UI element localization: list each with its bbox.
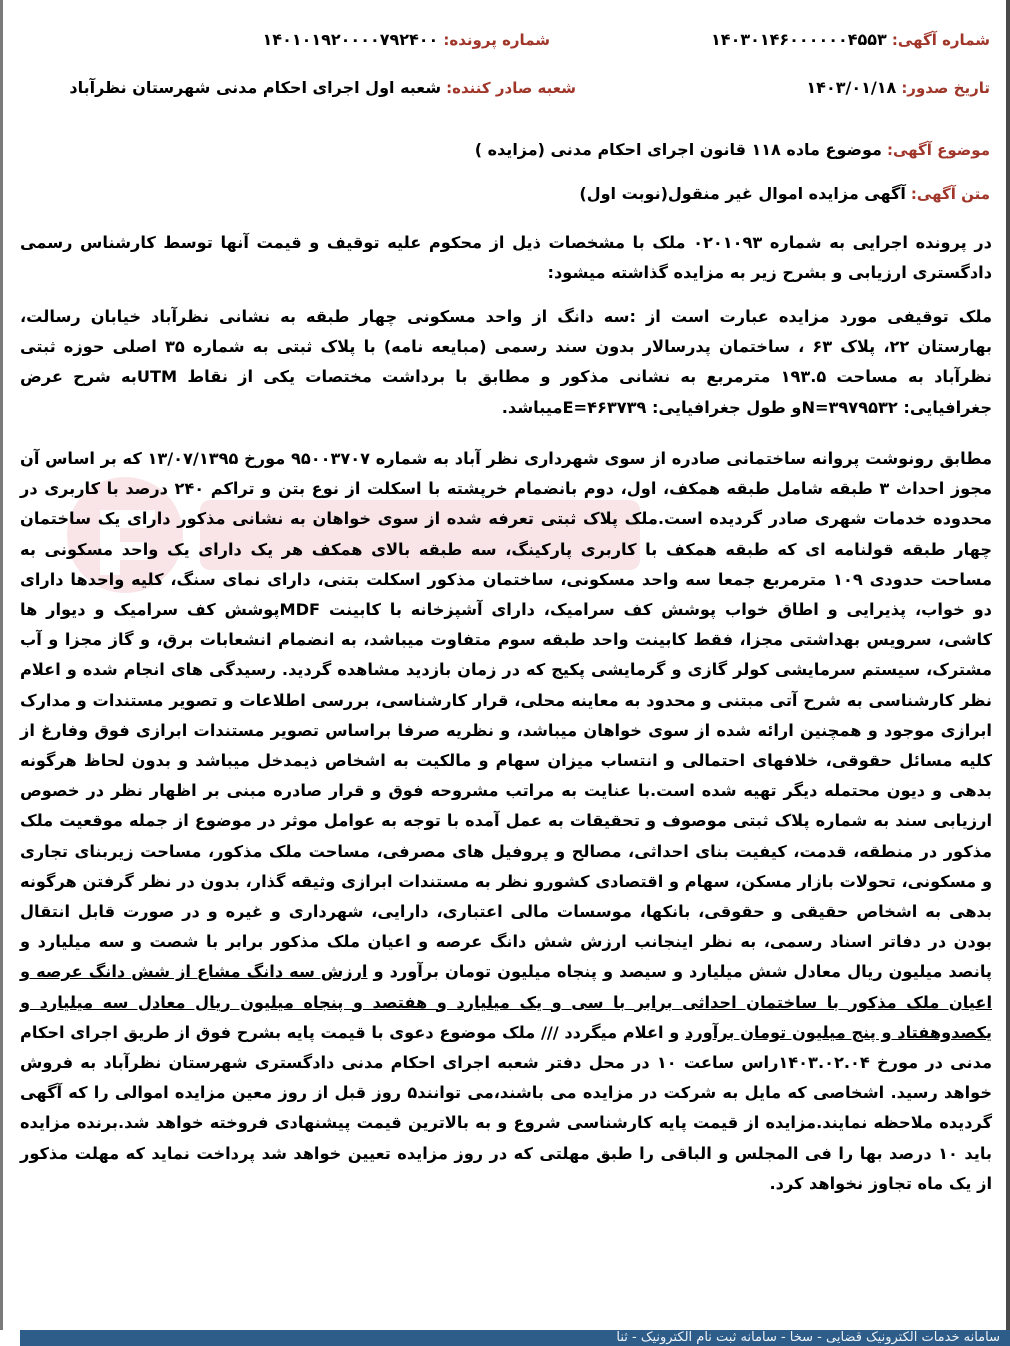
paragraph-property-description: ملک توقیفی مورد مزایده عبارت است از :سه دانگ از واحد مسکونی چهار طبقه به نشانی نظرآباد خیابان رسالت، بهارستان ۲۲، پلاک ۶۳ ، ساختمان پدرسالار بدون سند رسمی (مبایعه نامه) با پلاک ثبتی به شماره ۳۵ اصلی حوزه ثبتی نظرآباد به مساحت ۱۹۳.۵ مترمربع به نشانی مذکور و مطابق با برداشت مختصات یکی از نقاط UTMبه شرح عرض جغرافیایی: N=۳۹۷۹۵۳۲و طول جغرافیایی: E=۴۶۳۷۳۹میباشد. [20, 307, 993, 417]
appraisal-share-value: ارزش سه دانگ مشاع از شش دانگ عرصه و اعیان ملک مذکور با ساختمان احداثی برابر با سی و یک میلیارد و هفتصد و پنجاه میلیون ریال معادل سه میلیارد و یکصدوهفتاد و پنج میلیون تومان برآورد [20, 962, 992, 1042]
notice-text-title: آگهی مزایده اموال غیر منقول(نوبت اول) [579, 184, 906, 203]
footer-links-text[interactable]: سامانه خدمات الکترونیک قضایی - سخا - سامانه ثبت نام الکترونیک - ثنا [616, 1330, 1000, 1345]
issue-date-field [806, 78, 990, 97]
issuer-field [69, 78, 576, 97]
appraisal-main-text: مطابق رونوشت پروانه ساختمانی صادره از سوی شهرداری نظر آباد به شماره ۹۵۰۰۳۷۰۷ مورخ ۱۳/۰۷/۱۳۹۵ که بر اساس آن مجوز احداث ۳ طبقه شامل طبقه همکف، اول، دوم بانضمام خرپشته با اسکلت از نوع بتن و تراکم ۲۴۰ درصد با کاربری در محدوده خدمات شهری صادر گردیده است.ملک پلاک ثبتی تعرفه شده از سوی خواهان به نشانی مذکور دارای یک ساختمان چهار طبقه قولنامه ای که طبقه همکف با کاربری پارکینگ، سه طبقه بالای همکف هر یک دارای یک واحد مسکونی به مساحت حدودی ۱۰۹ مترمربع جمعا سه واحد مسکونی، ساختمان مذکور اسکلت بتنی، دارای نمای سنگ، کلیه واحدها دارای دو خواب، پذیرایی و اطاق خواب پوشش کف سرامیک، دارای آشپزخانه با کابینت MDFپوشش کف سرامیک و دیوار ها کاشی، سرویس بهداشتی مجزا، فقط کابینت واحد طبقه سوم متفاوت میباشد، به انضمام انشعابات برق، و گاز مجزا و آب مشترک، سیستم سرمایشی کولر گازی و گرمایشی پکیج که در زمان بازدید مشاهده گردید. رسیدگی های انجام شده و اعلام نظر کارشناسی به شرح آتی مبتنی و محدود به معاینه محلی، قرار کارشناسی، بررسی اطلاعات و تصویر مستندات و مدارک ابرازی موجود و همچنین ارائه شده از سوی خواهان میباشد، و نظریه صرفا براساس تصویر مستندات ابرازی فوق وفارغ از کلیه مسائل حقوقی، خلافهای احتمالی و انتساب میزان سهام و مالکیت به اشخاص ذیمدخل میباشد و بدون لحاظ هرگونه بدهی و دیون محتمله دیگر تهیه شده است.با عنایت به مراتب مشروحه فوق و قرار صادره مبنی بر اظهار نظر در خصوص ارزیابی سند به شماره پلاک ثبتی موصوف و تحقیقات به عمل آمده با توجه به عوامل موثر در موضوع از جمله موقعیت ملک مذکور در منطقه، قدمت، کیفیت بنای احداثی، مصالح و پروفیل های مصرفی، مساحت ملک مذکور، مساحت زیربنای تجاری و مسکونی، تحولات بازار مسکن، سهام و اقتصادی کشورو نظر به مستندات ابرازی وثیقه گذار، بدون در نظر گرفتن هرگونه بدهی به اشخاص حقیقی و حقوقی، بانکها، موسسات مالی اعتباری، دارایی، شهرداری و غیره و در صورت قابل انتقال بودن در دفاتر اسناد رسمی، به نظر اینجانب ارزش شش دانگ عرصه و اعیان ملک مذکور برابر با شصت و سه میلیارد و پانصد میلیون ریال معادل شش میلیارد و سیصد و پنجاه میلیون تومان برآورد و [20, 449, 993, 982]
subject-field [475, 140, 990, 159]
issuer-label: شعبه صادر کننده: [446, 79, 576, 97]
auction-terms-text: و اعلام میگردد /// ملک موضوع دعوی با قیمت پایه بشرح فوق از طریق اجرای احکام مدنی در مورخ ۱۴۰۳.۰۲.۰۴راس ساعت ۱۰ در محل دفتر شعبه اجرای احکام مدنی دادگستری شهرستان نظرآباد به فروش خواهد رسید. اشخاصی که مایل به شرکت در مزایده می باشند،می توانند۵ روز قبل از روز معین مزایده اموالی را که آگهی گردیده ملاحظه نمایند.مزایده از قیمت پایه کارشناسی شروع و به بالاترین قیمت پیشنهادی فروخته خواهد شد.برنده مزایده باید ۱۰ درصد بها را فی المجلس و الباقی را طبق مهلتی که در روز مزایده تعیین خواهد شد پرداخت نماید که مهلت مذکور از یک ماه تجاوز نخواهد کرد. [20, 1022, 992, 1193]
footer-bar [20, 1330, 1010, 1346]
subject-label: موضوع آگهی: [886, 141, 990, 159]
notice-text-field [579, 184, 990, 203]
issue-date-label: تاریخ صدور: [901, 79, 990, 97]
case-number-label: شماره پرونده: [443, 31, 550, 49]
paragraph-appraisal [20, 444, 992, 1199]
issuer-value: شعبه اول اجرای احکام مدنی شهرستان نظرآباد [69, 78, 442, 97]
subject-value: موضوع ماده ۱۱۸ قانون اجرای احکام مدنی (مزایده ) [474, 140, 882, 159]
ad-number-label: شماره آگهی: [891, 31, 990, 49]
issue-date-value: ۱۴۰۳/۰۱/۱۸ [806, 78, 897, 97]
page-border-left [0, 0, 3, 1330]
ad-number-field [711, 30, 990, 49]
ad-number-value: ۱۴۰۳۰۱۴۶۰۰۰۰۰۰۴۵۵۳ [711, 30, 887, 49]
case-number-value: ۱۴۰۱۰۱۹۲۰۰۰۰۷۹۲۴۰۰ [262, 30, 439, 49]
notice-text-label: متن آگهی: [910, 185, 990, 203]
paragraph-intro: در پرونده اجرایی به شماره ۰۲۰۱۰۹۳ ملک با مشخصات ذیل از محکوم علیه توقیف و قیمت آنها توسط کارشناس رسمی دادگستری ارزیابی و بشرح زیر به مزایده گذاشته میشود: [20, 233, 992, 283]
page-border-right [1006, 0, 1010, 1330]
case-number-field [263, 30, 550, 49]
